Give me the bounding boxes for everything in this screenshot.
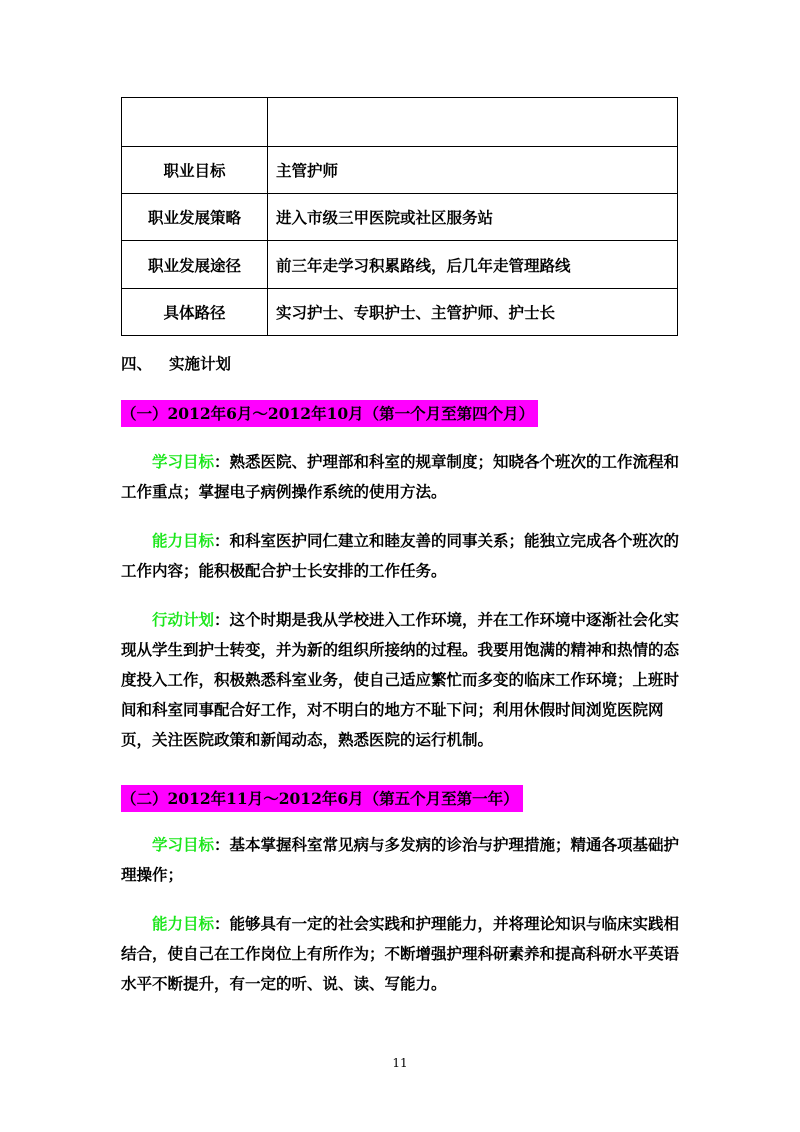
- table-value-cell: 进入市级三甲医院或社区服务站: [268, 194, 678, 241]
- table-value-cell: 前三年走学习积累路线，后几年走管理路线: [268, 241, 678, 289]
- paragraph: [121, 447, 681, 507]
- keyword-label: 能力目标: [152, 914, 215, 933]
- paragraph: [121, 526, 681, 586]
- table-value-cell: 主管护师: [268, 147, 678, 194]
- table-label-cell: 职业发展策略: [122, 194, 268, 241]
- keyword-label: 能力目标: [152, 531, 215, 550]
- separator: ：: [214, 452, 230, 471]
- table-row: [122, 147, 678, 194]
- separator: ：: [214, 531, 230, 550]
- separator: ：: [214, 610, 230, 629]
- paragraph-text: 能够具有一定的社会实践和护理能力，并将理论知识与临床实践相结合，使自己在工作岗位上有所作为；不断增强护理科研素养和提高科研水平英语水平不断提升，有一定的听、说、读、写能力。: [121, 914, 680, 993]
- paragraph: [121, 605, 681, 755]
- section-title-text: 实施计划: [169, 354, 232, 373]
- table-row: [122, 241, 678, 289]
- table-row: [122, 194, 678, 241]
- table-label-cell: 职业目标: [122, 147, 268, 194]
- paragraph-text: 这个时期是我从学校进入工作环境，并在工作环境中逐渐社会化实现从学生到护士转变，并为新的组织所接纳的过程。我要用饱满的精神和热情的态度投入工作，积极熟悉科室业务，使自己适应繁忙而多变的临床工作环境；上班时间和科室同事配合好工作，对不明白的地方不耻下问；利用休假时间浏览医院网页，关注医院政策和新闻动态，熟悉医院的运行机制。: [121, 610, 680, 749]
- table-label-cell: [122, 98, 268, 147]
- paragraph: [121, 909, 681, 999]
- section-heading: [121, 352, 231, 374]
- phase-heading-1: （一）2012年6月～2012年10月（第一个月至第四个月）: [121, 400, 538, 427]
- paragraph-text: 基本掌握科室常见病与多发病的诊治与护理措施；精通各项基础护理操作；: [121, 835, 680, 884]
- separator: ：: [214, 835, 230, 854]
- keyword-label: 学习目标: [152, 452, 215, 471]
- section-number: 四、: [121, 354, 153, 373]
- separator: ：: [214, 914, 230, 933]
- paragraph: [121, 830, 681, 890]
- table-row: [122, 98, 678, 147]
- table-label-cell: 具体路径: [122, 289, 268, 336]
- paragraph-text: 熟悉医院、护理部和科室的规章制度；知晓各个班次的工作流程和工作重点；掌握电子病例操作系统的使用方法。: [121, 452, 680, 501]
- table-row: [122, 289, 678, 336]
- table-label-cell: 职业发展途径: [122, 241, 268, 289]
- table-value-cell: 实习护士、专职护士、主管护师、护士长: [268, 289, 678, 336]
- paragraph-text: 和科室医护同仁建立和睦友善的同事关系；能独立完成各个班次的工作内容；能积极配合护士长安排的工作任务。: [121, 531, 680, 580]
- page-number: 11: [392, 1056, 408, 1070]
- career-plan-table: [121, 97, 678, 336]
- keyword-label: 学习目标: [152, 835, 215, 854]
- phase-heading-2: （二）2012年11月～2012年6月（第五个月至第一年）: [121, 785, 523, 812]
- table-value-cell: [268, 98, 678, 147]
- keyword-label: 行动计划: [152, 610, 215, 629]
